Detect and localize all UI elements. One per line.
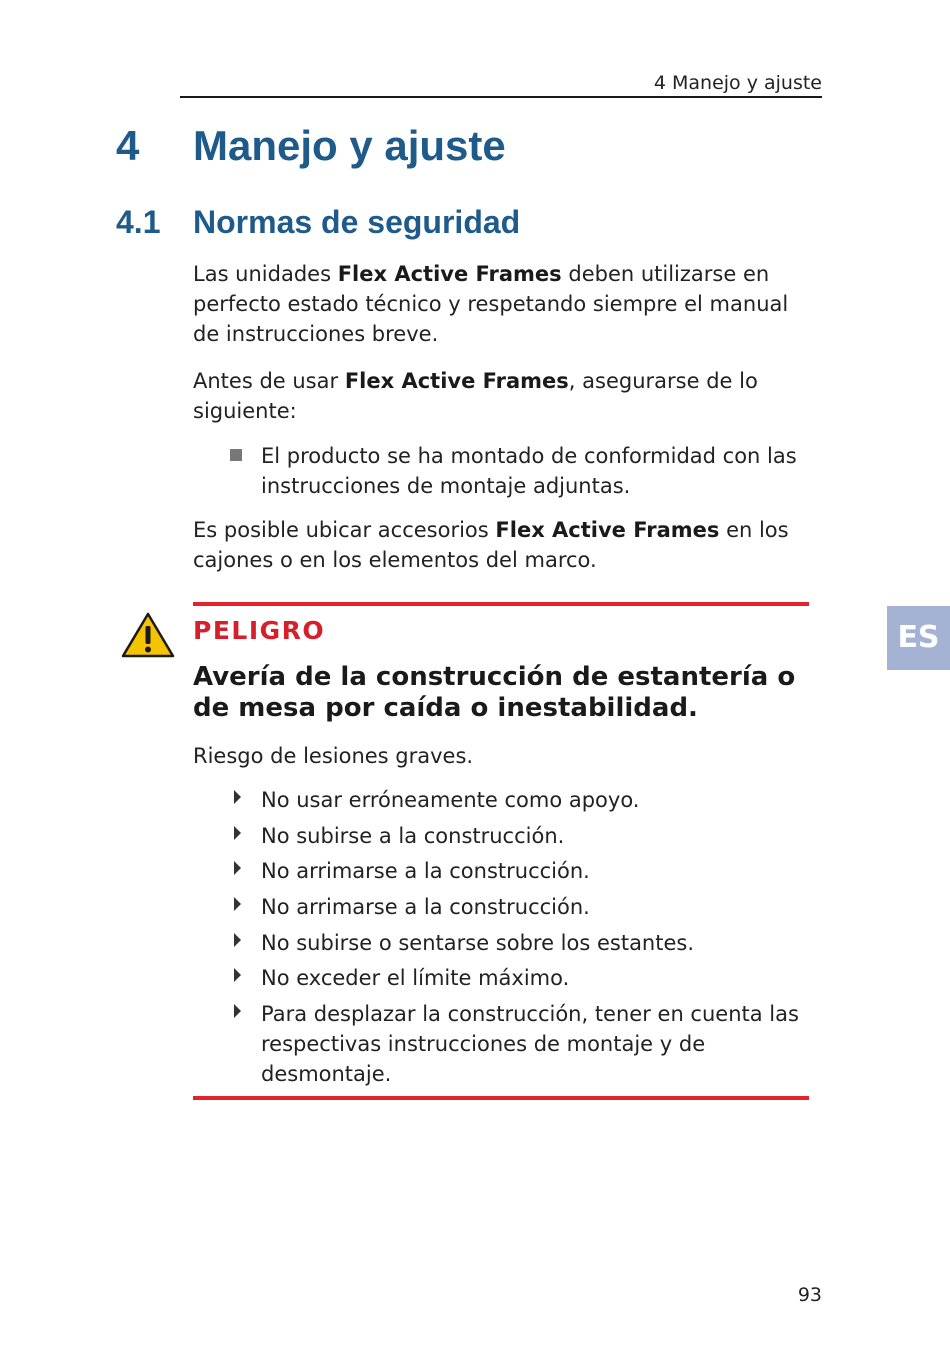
list-item: Para desplazar la construcción, tener en cuenta las respectivas instrucciones de montaje y de desmontaje.: [261, 1002, 799, 1086]
language-tab[interactable]: ES: [887, 606, 950, 670]
warning-heading: Avería de la construcción de estantería o de mesa por caída o inestabilidad.: [193, 662, 796, 723]
list-item: No arrimarse a la construcción.: [261, 895, 590, 919]
intro-paragraph-2: Antes de usar Flex Active Frames, asegurarse de lo siguiente:: [193, 369, 758, 423]
intro-paragraph-1: Las unidades Flex Active Frames deben utilizarse en perfecto estado técnico y respetando siempre el manual de instrucciones breve.: [193, 262, 789, 346]
header-rule: [180, 96, 822, 98]
intro-paragraph-3: Es posible ubicar accesorios Flex Active Frames en los cajones o en los elementos del marco.: [193, 518, 789, 572]
section-number: 4.1: [116, 204, 161, 240]
arrow-bullet-icon: [234, 933, 241, 947]
arrow-bullet-icon: [234, 897, 241, 911]
list-item: El producto se ha montado de conformidad con las instrucciones de montaje adjuntas.: [261, 444, 797, 498]
chapter-title: Manejo y ajuste: [193, 122, 506, 169]
arrow-bullet-icon: [234, 826, 241, 840]
arrow-bullet-icon: [234, 968, 241, 982]
list-item: No subirse o sentarse sobre los estantes.: [261, 931, 695, 955]
section-title: Normas de seguridad: [193, 204, 521, 240]
list-item: No subirse a la construcción.: [261, 824, 565, 848]
warning-bottom-rule: [193, 1096, 809, 1100]
warning-top-rule: [193, 602, 809, 606]
arrow-bullet-icon: [234, 790, 241, 804]
signal-word: PELIGRO: [193, 616, 326, 645]
arrow-bullet-icon: [234, 1004, 241, 1018]
warning-triangle-icon: [121, 612, 175, 658]
list-item: No usar erróneamente como apoyo.: [261, 788, 640, 812]
running-head: 4 Manejo y ajuste: [653, 72, 822, 94]
list-item: No arrimarse a la construcción.: [261, 859, 590, 883]
arrow-bullet-icon: [234, 861, 241, 875]
list-item: No exceder el límite máximo.: [261, 966, 570, 990]
page-number: 93: [797, 1284, 822, 1306]
square-bullet-icon: [230, 449, 242, 461]
warning-risk: Riesgo de lesiones graves.: [193, 744, 474, 768]
chapter-number: 4: [116, 122, 140, 169]
